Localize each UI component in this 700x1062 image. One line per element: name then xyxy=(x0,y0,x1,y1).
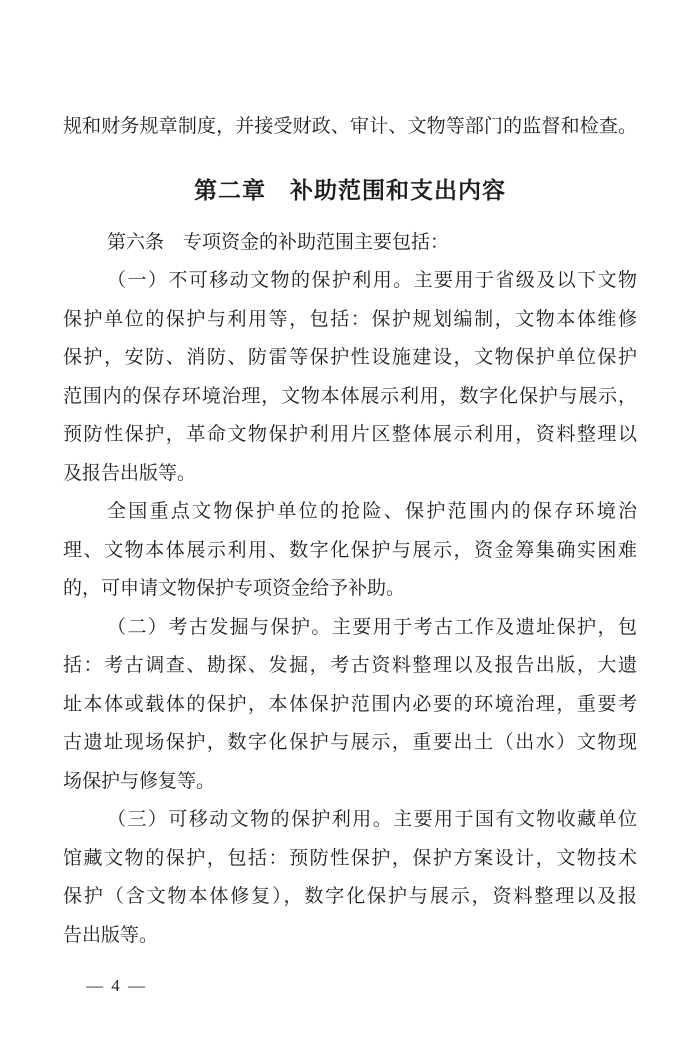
body-line: 及报告出版等。 xyxy=(63,462,197,484)
body-line: 范围内的保存环境治理，文物本体展示利用，数字化保护与展示， xyxy=(63,385,637,407)
body-line: 馆藏文物的保护，包括：预防性保护，保护方案设计，文物技术 xyxy=(63,847,637,869)
body-line: （二）考古发掘与保护。主要用于考古工作及遗址保护，包 xyxy=(107,616,637,638)
body-line: 第六条 专项资金的补助范围主要包括： xyxy=(107,231,450,253)
body-line: 场保护与修复等。 xyxy=(63,770,216,792)
body-line: 括：考古调查、勘探、发掘，考古资料整理以及报告出版，大遗 xyxy=(63,655,637,676)
body-line: 预防性保护，革命文物保护利用片区整体展示利用，资料整理以 xyxy=(63,424,637,445)
body-line: 址本体或载体的保护，本体保护范围内必要的环境治理，重要考 xyxy=(63,693,637,715)
body-line: 保护（含文物本体修复），数字化保护与展示，资料整理以及报 xyxy=(63,886,637,907)
continuation-line: 规和财务规章制度，并接受财政、审计、文物等部门的监督和检查。 xyxy=(63,116,637,137)
body-line: 全国重点文物保护单位的抢险、保护范围内的保存环境治 xyxy=(107,501,637,522)
body-line: 的，可申请文物保护专项资金给予补助。 xyxy=(63,578,406,599)
page-number: — 4 — xyxy=(86,976,147,995)
document-text-block xyxy=(63,108,637,955)
body-line: 古遗址现场保护，数字化保护与展示，重要出土（出水）文物现 xyxy=(63,732,637,753)
body-line: 理、文物本体展示利用、数字化保护与展示，资金筹集确实困难 xyxy=(63,539,637,561)
body-line: 告出版等。 xyxy=(63,924,159,946)
body-line: 保护单位的保护与利用等，包括：保护规划编制，文物本体维修 xyxy=(63,308,637,330)
body-line: 保护，安防、消防、防雷等保护性设施建设，文物保护单位保护 xyxy=(63,347,637,368)
body-line: （一）不可移动文物的保护利用。主要用于省级及以下文物 xyxy=(107,270,637,291)
body-line: （三）可移动文物的保护利用。主要用于国有文物收藏单位 xyxy=(107,809,637,830)
chapter-heading: 第二章 补助范围和支出内容 xyxy=(194,176,506,203)
